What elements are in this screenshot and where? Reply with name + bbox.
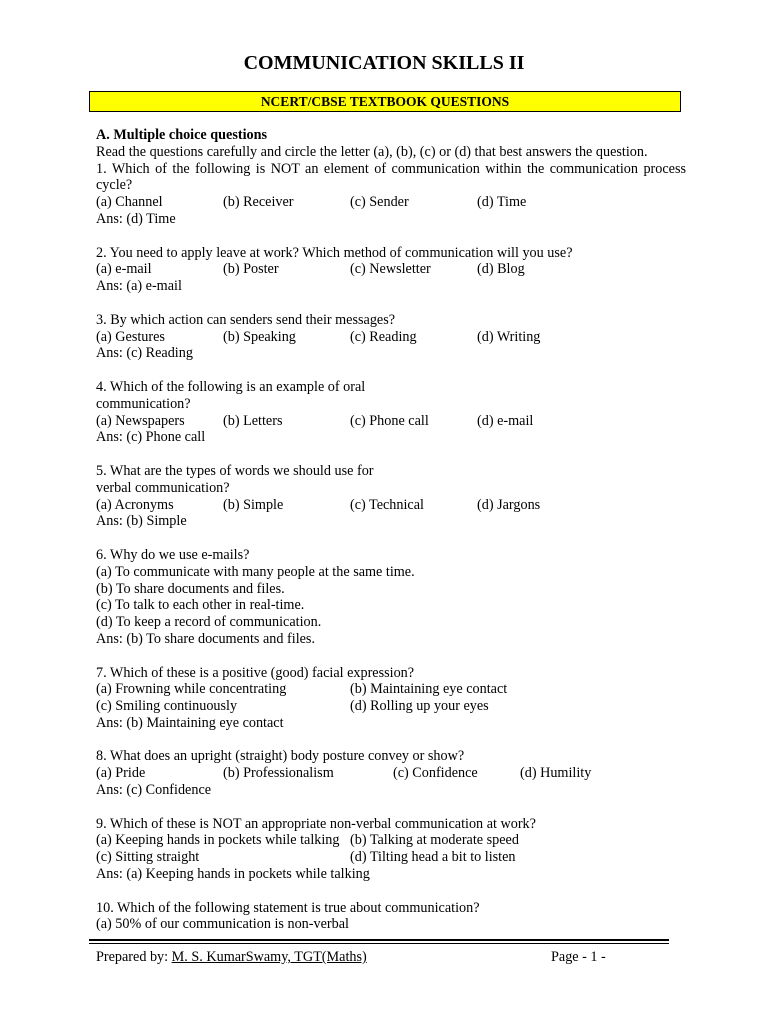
question-5-line-1: 5. What are the types of words we should use for xyxy=(96,462,374,479)
option-b: (b) Receiver xyxy=(223,194,294,211)
option-c: (c) Phone call xyxy=(350,412,429,429)
footer-divider-thin xyxy=(89,943,669,944)
option-d: (d) Writing xyxy=(477,328,541,345)
answer-9: Ans: (a) Keeping hands in pockets while talking xyxy=(96,866,370,883)
option-a: (a) Frowning while concentrating xyxy=(96,681,287,698)
options-row xyxy=(96,765,686,782)
options-row xyxy=(96,329,686,346)
option-d: (d) Tilting head a bit to listen xyxy=(350,849,516,866)
option-c: (c) To talk to each other in real-time. xyxy=(96,597,305,614)
answer-4: Ans: (c) Phone call xyxy=(96,429,206,446)
options-row xyxy=(96,261,686,278)
footer-author: M. S. KumarSwamy, TGT(Maths) xyxy=(171,949,367,965)
option-a: (a) Acronyms xyxy=(96,496,174,513)
options-row xyxy=(96,849,686,866)
question-3: 3. By which action can senders send their messages? xyxy=(96,311,396,328)
option-b: (b) Simple xyxy=(223,496,284,513)
question-4-line-1: 4. Which of the following is an example of oral xyxy=(96,378,366,395)
option-c: (c) Newsletter xyxy=(350,261,431,278)
question-6: 6. Why do we use e-mails? xyxy=(96,546,250,563)
instructions: Read the questions carefully and circle the letter (a), (b), (c) or (d) that best answers the question. xyxy=(96,143,648,160)
answer-3: Ans: (c) Reading xyxy=(96,345,193,362)
option-a: (a) Newspapers xyxy=(96,412,185,429)
footer-prefix: Prepared by: xyxy=(96,949,172,965)
question-10: 10. Which of the following statement is true about communication? xyxy=(96,899,480,916)
question-1: 1. Which of the following is NOT an element of communication within the communication process cycle? xyxy=(96,160,686,194)
questions-content xyxy=(96,127,686,933)
question-7: 7. Which of these is a positive (good) facial expression? xyxy=(96,664,415,681)
option-d: (d) Humility xyxy=(520,765,592,782)
option-a: (a) 50% of our communication is non-verbal xyxy=(96,916,349,933)
option-c: (c) Confidence xyxy=(393,765,478,782)
option-b: (b) Maintaining eye contact xyxy=(350,681,508,698)
option-c: (c) Reading xyxy=(350,328,417,345)
answer-6: Ans: (b) To share documents and files. xyxy=(96,630,315,647)
option-a: (a) Keeping hands in pockets while talking xyxy=(96,832,340,849)
option-d: (d) Time xyxy=(477,194,527,211)
option-a: (a) Gestures xyxy=(96,328,165,345)
answer-5: Ans: (b) Simple xyxy=(96,513,187,530)
answer-1: Ans: (d) Time xyxy=(96,210,176,227)
answer-8: Ans: (c) Confidence xyxy=(96,782,212,799)
footer-credit xyxy=(96,949,367,966)
question-8: 8. What does an upright (straight) body posture convey or show? xyxy=(96,748,465,765)
section-heading: A. Multiple choice questions xyxy=(96,127,268,143)
options-row xyxy=(96,681,686,698)
question-2: 2. You need to apply leave at work? Which method of communication will you use? xyxy=(96,244,573,261)
footer-divider xyxy=(89,939,669,941)
question-5-line-2: verbal communication? xyxy=(96,479,230,496)
options-row xyxy=(96,497,686,514)
question-4-line-2: communication? xyxy=(96,395,191,412)
options-row xyxy=(96,832,686,849)
option-b: (b) Poster xyxy=(223,261,279,278)
option-d: (d) Jargons xyxy=(477,496,541,513)
page-number: Page - 1 - xyxy=(551,949,606,965)
option-d: (d) Rolling up your eyes xyxy=(350,698,489,715)
page-title: COMMUNICATION SKILLS II xyxy=(243,52,525,74)
option-c: (c) Sender xyxy=(350,194,409,211)
option-b: (b) Talking at moderate speed xyxy=(350,832,519,849)
options-row xyxy=(96,413,686,430)
option-a: (a) Channel xyxy=(96,194,163,211)
option-b: (b) Speaking xyxy=(223,328,296,345)
option-c: (c) Sitting straight xyxy=(96,849,200,866)
option-a: (a) e-mail xyxy=(96,261,152,278)
option-d: (d) e-mail xyxy=(477,412,534,429)
question-9: 9. Which of these is NOT an appropriate non-verbal communication at work? xyxy=(96,815,536,832)
option-c: (c) Technical xyxy=(350,496,424,513)
option-b: (b) Letters xyxy=(223,412,283,429)
answer-7: Ans: (b) Maintaining eye contact xyxy=(96,714,284,731)
option-a: (a) To communicate with many people at the same time. xyxy=(96,563,415,580)
option-d: (d) To keep a record of communication. xyxy=(96,614,322,631)
section-banner: NCERT/CBSE TEXTBOOK QUESTIONS xyxy=(89,91,681,112)
option-a: (a) Pride xyxy=(96,765,146,782)
option-b: (b) To share documents and files. xyxy=(96,580,285,597)
option-c: (c) Smiling continuously xyxy=(96,698,238,715)
options-row xyxy=(96,194,686,211)
answer-2: Ans: (a) e-mail xyxy=(96,278,182,295)
option-b: (b) Professionalism xyxy=(223,765,334,782)
option-d: (d) Blog xyxy=(477,261,525,278)
options-row xyxy=(96,698,686,715)
